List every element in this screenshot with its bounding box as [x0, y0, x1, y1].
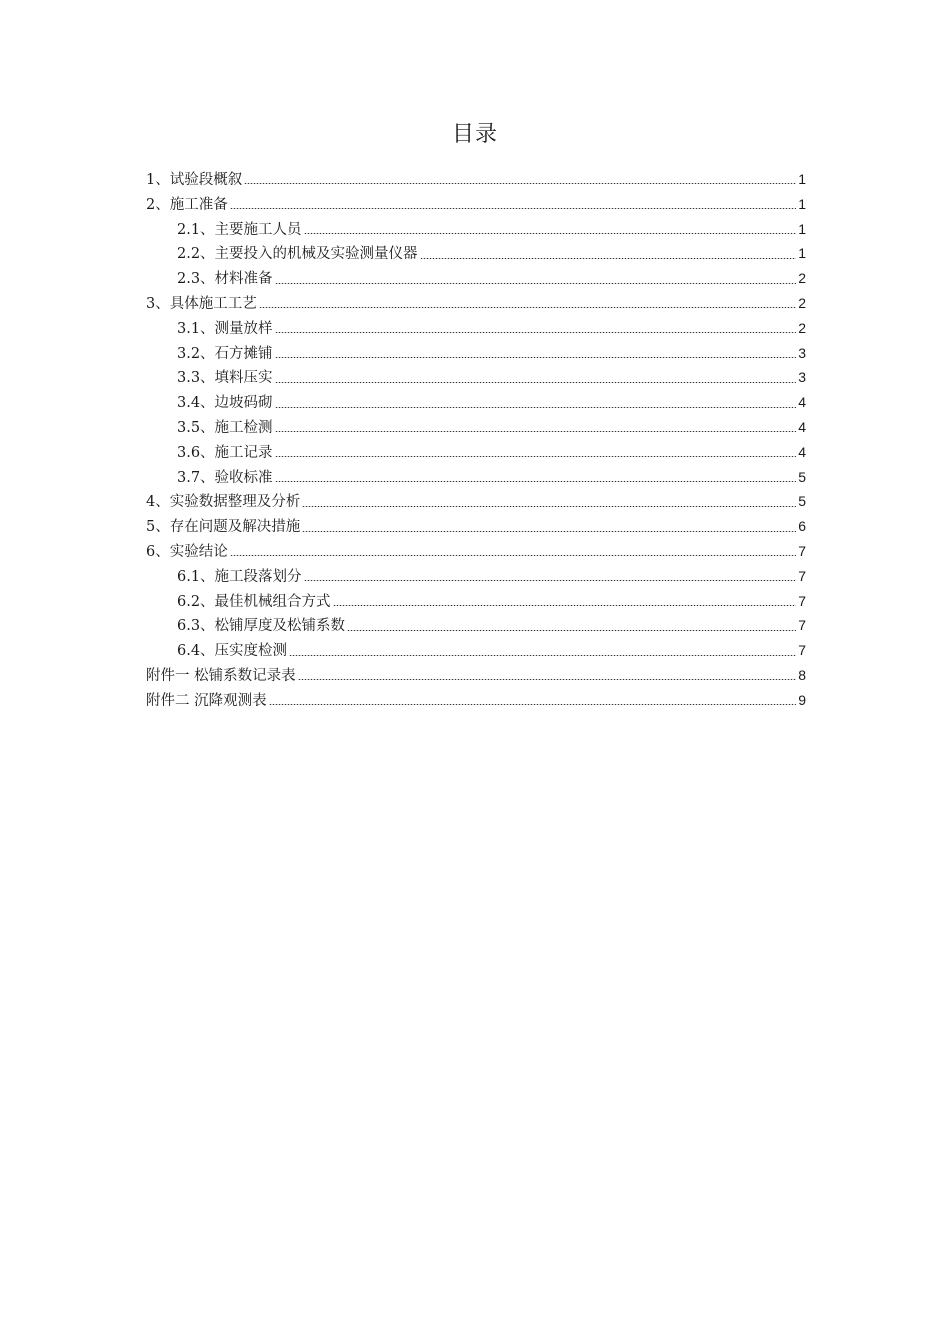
toc-entry[interactable]	[146, 613, 806, 638]
toc-entry-page: 4	[798, 418, 806, 435]
toc-entry-label: 3.7、验收标准	[177, 469, 273, 486]
toc-entry[interactable]	[146, 589, 806, 614]
toc-list	[146, 167, 806, 713]
toc-entry-label: 3.4、边坡码砌	[177, 395, 273, 412]
toc-entry-page: 5	[798, 468, 806, 485]
toc-entry-page: 1	[798, 171, 806, 187]
toc-entry[interactable]	[146, 167, 806, 192]
toc-entry-page: 3	[798, 344, 806, 361]
toc-entry-label: 2、施工准备	[146, 196, 228, 213]
toc-dot-leader	[275, 357, 796, 358]
toc-entry-label: 4、实验数据整理及分析	[146, 494, 301, 511]
toc-entry-label: 附件一 松铺系数记录表	[146, 667, 296, 684]
toc-dot-leader	[230, 555, 796, 556]
toc-dot-leader	[302, 531, 796, 532]
toc-dot-leader	[275, 382, 796, 383]
toc-entry[interactable]	[146, 539, 806, 564]
toc-entry[interactable]	[146, 217, 806, 242]
toc-title: 目录	[451, 122, 498, 147]
toc-entry-label: 1、试验段概叙	[146, 172, 243, 188]
toc-entry-page: 6	[798, 518, 806, 535]
toc-dot-leader	[304, 233, 796, 234]
toc-entry-page: 2	[798, 270, 806, 287]
toc-entry-page: 9	[798, 691, 806, 708]
toc-entry[interactable]	[146, 440, 806, 465]
toc-entry-page: 2	[798, 294, 806, 311]
toc-entry[interactable]	[146, 415, 806, 440]
toc-entry-page: 7	[798, 542, 806, 559]
toc-entry[interactable]	[146, 266, 806, 291]
toc-entry-page: 1	[798, 245, 806, 262]
toc-entry[interactable]	[146, 192, 806, 217]
toc-entry-label: 6.3、松铺厚度及松铺系数	[177, 618, 346, 635]
toc-dot-leader	[347, 630, 796, 631]
toc-entry-page: 5	[798, 493, 806, 510]
toc-entry-page: 7	[798, 592, 806, 609]
toc-dot-leader	[420, 258, 796, 259]
toc-dot-leader	[302, 506, 796, 507]
toc-entry-page: 2	[798, 319, 806, 336]
toc-entry-label: 3.2、石方摊铺	[177, 345, 273, 362]
toc-entry[interactable]	[146, 341, 806, 366]
toc-entry[interactable]	[146, 465, 806, 490]
toc-entry-label: 3、具体施工工艺	[146, 295, 257, 312]
toc-dot-leader	[230, 208, 796, 209]
toc-entry[interactable]	[146, 316, 806, 341]
toc-dot-leader	[275, 456, 796, 457]
toc-entry[interactable]	[146, 564, 806, 589]
toc-dot-leader	[259, 307, 796, 308]
toc-entry[interactable]	[146, 390, 806, 415]
toc-entry-page: 1	[798, 220, 806, 237]
toc-entry-label: 6.2、最佳机械组合方式	[177, 593, 331, 610]
toc-dot-leader	[269, 704, 796, 705]
toc-dot-leader	[275, 407, 796, 408]
toc-entry[interactable]	[146, 663, 806, 688]
toc-entry-page: 4	[798, 394, 806, 411]
toc-dot-leader	[244, 183, 796, 184]
toc-dot-leader	[275, 481, 796, 482]
toc-entry[interactable]	[146, 638, 806, 663]
toc-entry-page: 7	[798, 567, 806, 584]
toc-dot-leader	[298, 679, 796, 680]
toc-entry-label: 3.3、填料压实	[177, 370, 273, 387]
toc-entry-label: 3.6、施工记录	[177, 444, 273, 461]
toc-dot-leader	[275, 283, 796, 284]
toc-entry-page: 1	[798, 195, 806, 212]
toc-entry-label: 2.3、材料准备	[177, 271, 273, 288]
toc-entry-label: 6.1、施工段落划分	[177, 568, 302, 585]
toc-entry-label: 2.2、主要投入的机械及实验测量仪器	[177, 246, 418, 263]
toc-entry-label: 2.1、主要施工人员	[177, 221, 302, 238]
toc-entry[interactable]	[146, 291, 806, 316]
toc-dot-leader	[275, 431, 796, 432]
toc-entry[interactable]	[146, 514, 806, 539]
toc-entry-page: 7	[798, 642, 806, 659]
toc-entry-page: 8	[798, 666, 806, 683]
toc-dot-leader	[289, 655, 796, 656]
toc-entry-page: 7	[798, 617, 806, 634]
toc-entry[interactable]	[146, 365, 806, 390]
toc-entry[interactable]	[146, 241, 806, 266]
toc-dot-leader	[275, 332, 796, 333]
toc-entry[interactable]	[146, 688, 806, 713]
toc-entry-label: 3.1、测量放样	[177, 320, 273, 337]
toc-entry-label: 附件二 沉降观测表	[146, 692, 267, 709]
toc-dot-leader	[304, 580, 796, 581]
toc-entry-page: 4	[798, 443, 806, 460]
toc-entry-page: 3	[798, 369, 806, 386]
toc-dot-leader	[333, 605, 796, 606]
toc-entry-label: 3.5、施工检测	[177, 419, 273, 436]
toc-entry-label: 6.4、压实度检测	[177, 643, 288, 660]
toc-entry[interactable]	[146, 489, 806, 514]
toc-entry-label: 6、实验结论	[146, 543, 228, 560]
toc-entry-label: 5、存在问题及解决措施	[146, 519, 301, 536]
